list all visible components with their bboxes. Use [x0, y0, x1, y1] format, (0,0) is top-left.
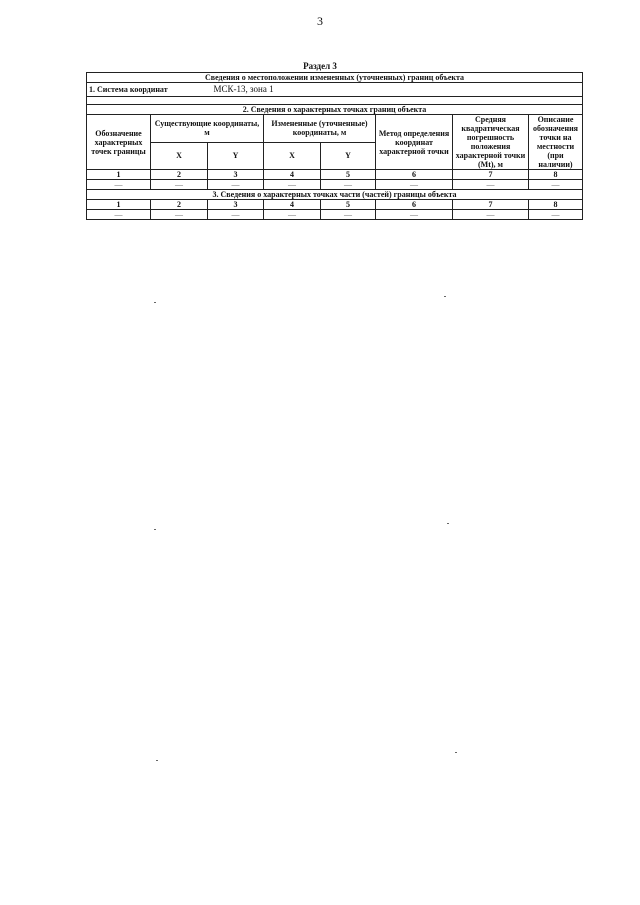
coord-system-value: МСК-13, зона 1 [208, 83, 583, 97]
header-existing-coords: Существующие координаты, м [151, 115, 264, 143]
table-cell: — [151, 210, 208, 220]
col-number: 5 [321, 200, 376, 210]
table-cell: — [87, 180, 151, 190]
header-changed-coords: Измененные (уточненные) координаты, м [264, 115, 376, 143]
page-number: 3 [317, 14, 323, 28]
col-number: 2 [151, 170, 208, 180]
part2-number-row [87, 170, 583, 180]
boundary-table [86, 72, 583, 220]
table-cell: — [87, 210, 151, 220]
scan-speck [447, 523, 449, 524]
scan-speck [444, 296, 446, 297]
col-number: 3 [208, 200, 264, 210]
scan-speck [154, 529, 156, 530]
header-method: Метод определения координат характерной точки [376, 115, 453, 170]
col-number: 2 [151, 200, 208, 210]
table-cell: — [264, 180, 321, 190]
col-number: 8 [529, 200, 583, 210]
block-title: Сведения о местоположении измененных (уточненных) границ объекта [87, 73, 583, 83]
header-changed-x: X [264, 142, 321, 170]
part2-title: 2. Сведения о характерных точках границ объекта [87, 105, 583, 115]
col-number: 3 [208, 170, 264, 180]
spacer-row [87, 97, 583, 105]
part2-data-row [87, 180, 583, 190]
col-number: 6 [376, 200, 453, 210]
col-number: 8 [529, 170, 583, 180]
table-cell: — [321, 210, 376, 220]
part3-number-row [87, 200, 583, 210]
col-number: 6 [376, 170, 453, 180]
col-number: 1 [87, 200, 151, 210]
part3-data-row [87, 210, 583, 220]
table-cell: — [529, 180, 583, 190]
table-cell: — [376, 210, 453, 220]
col-number: 4 [264, 170, 321, 180]
scan-speck [154, 302, 156, 303]
col-number: 5 [321, 170, 376, 180]
coord-system-label: 1. Система координат [87, 83, 208, 97]
table-cell: — [208, 210, 264, 220]
table-cell: — [208, 180, 264, 190]
table-cell: — [321, 180, 376, 190]
col-number: 7 [453, 200, 529, 210]
table-cell: — [376, 180, 453, 190]
table-cell: — [453, 180, 529, 190]
header-existing-y: Y [208, 142, 264, 170]
col-number: 7 [453, 170, 529, 180]
table-cell: — [529, 210, 583, 220]
boundary-document [86, 72, 582, 220]
table-cell: — [453, 210, 529, 220]
col-number: 4 [264, 200, 321, 210]
scan-speck [455, 752, 457, 753]
section-title: Раздел 3 [303, 61, 337, 71]
part3-title: 3. Сведения о характерных точках части (частей) границы объекта [87, 190, 583, 200]
header-changed-y: Y [321, 142, 376, 170]
table-cell: — [151, 180, 208, 190]
scan-speck [156, 760, 158, 761]
table-cell: — [264, 210, 321, 220]
header-existing-x: X [151, 142, 208, 170]
col-number: 1 [87, 170, 151, 180]
header-point-designation: Обозначение характерных точек границы [87, 115, 151, 170]
header-description: Описание обозначения точки на местности (при наличии) [529, 115, 583, 170]
header-accuracy: Средняя квадратическая погрешность положения характерной точки (Mt), м [453, 115, 529, 170]
